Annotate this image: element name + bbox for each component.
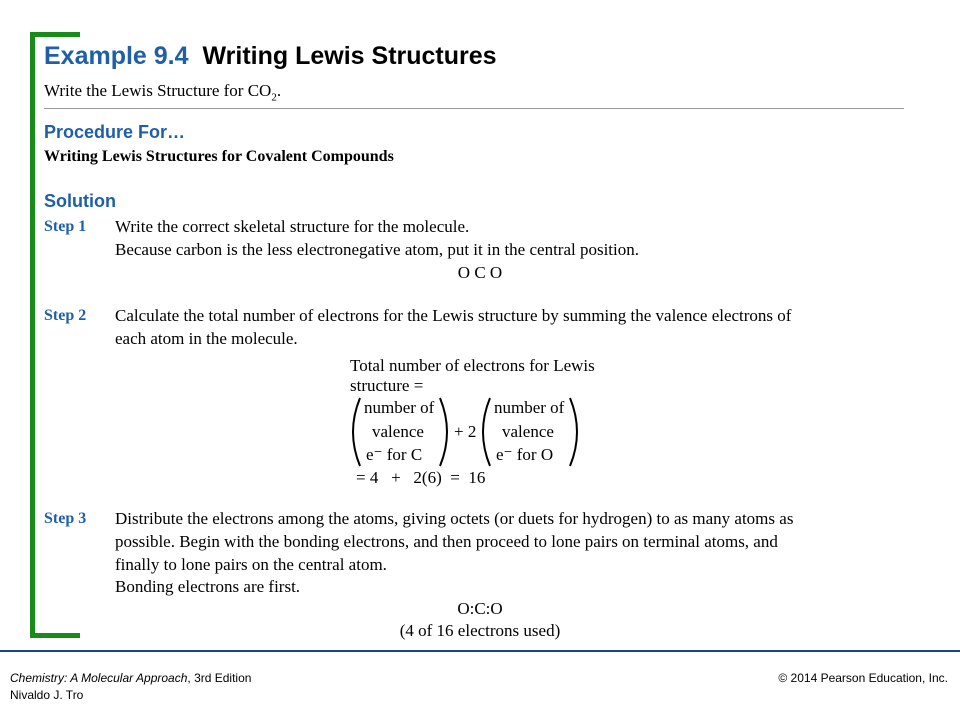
prompt-subscript: 2 xyxy=(271,91,277,104)
prompt-text: Write the Lewis Structure for CO xyxy=(44,81,272,100)
solution-heading: Solution xyxy=(44,191,116,211)
electron-count-equation xyxy=(340,354,620,490)
skeletal-structure: O C O xyxy=(457,263,503,282)
step-3-label: Step 3 xyxy=(44,510,87,527)
carbon-term: number of xyxy=(364,398,435,417)
problem-prompt xyxy=(44,81,281,103)
step-3-line: Bonding electrons are first. xyxy=(115,577,301,596)
right-paren-close xyxy=(570,398,577,466)
plus-two: + 2 xyxy=(454,422,477,441)
oxygen-term: valence xyxy=(502,422,554,441)
electrons-used-note: (4 of 16 electrons used) xyxy=(399,621,561,640)
step-3-line: possible. Begin with the bonding electrons, and then proceed to lone pairs on terminal atoms, and xyxy=(115,532,778,551)
right-paren-open xyxy=(483,398,490,466)
procedure-subheading: Writing Lewis Structures for Covalent Compounds xyxy=(44,148,394,165)
step-2-line: each atom in the molecule. xyxy=(115,329,298,348)
oxygen-term: number of xyxy=(494,398,565,417)
book-author: Nivaldo J. Tro xyxy=(10,688,84,702)
equation-result: = 4 + 2(6) = 16 xyxy=(356,468,486,487)
carbon-term: e⁻ for C xyxy=(366,445,423,464)
step-2-line: Calculate the total number of electrons for the Lewis structure by summing the valence electrons of xyxy=(115,306,792,325)
procedure-heading: Procedure For… xyxy=(44,122,186,142)
step-2-label: Step 2 xyxy=(44,307,87,324)
page-title xyxy=(44,42,497,71)
book-title: Chemistry: A Molecular Approach xyxy=(10,671,188,685)
left-paren-close xyxy=(440,398,447,466)
step-1-label: Step 1 xyxy=(44,218,87,235)
step-3-line: finally to lone pairs on the central atom. xyxy=(115,555,387,574)
bonding-structure: O:C:O xyxy=(457,599,503,618)
carbon-term: valence xyxy=(372,422,424,441)
step-3-line: Distribute the electrons among the atoms, giving octets (or duets for hydrogen) to as many atoms as xyxy=(115,509,794,528)
equation-line-2: structure = xyxy=(350,376,424,395)
green-bracket-vertical xyxy=(30,32,35,638)
divider xyxy=(44,108,904,109)
left-paren-open xyxy=(353,398,360,466)
book-edition: , 3rd Edition xyxy=(187,671,252,685)
book-citation xyxy=(10,671,251,685)
footer-rule xyxy=(0,650,960,652)
step-1-line: Write the correct skeletal structure for the molecule. xyxy=(115,217,470,236)
oxygen-term: e⁻ for O xyxy=(496,445,554,464)
example-title: Writing Lewis Structures xyxy=(202,42,497,70)
copyright: © 2014 Pearson Education, Inc. xyxy=(778,671,948,685)
step-1-line: Because carbon is the less electronegative atom, put it in the central position. xyxy=(115,240,640,259)
prompt-suffix: . xyxy=(276,81,282,100)
example-number: Example 9.4 xyxy=(44,42,189,70)
equation-line-1: Total number of electrons for Lewis xyxy=(350,356,595,375)
green-bracket-top xyxy=(30,32,80,37)
